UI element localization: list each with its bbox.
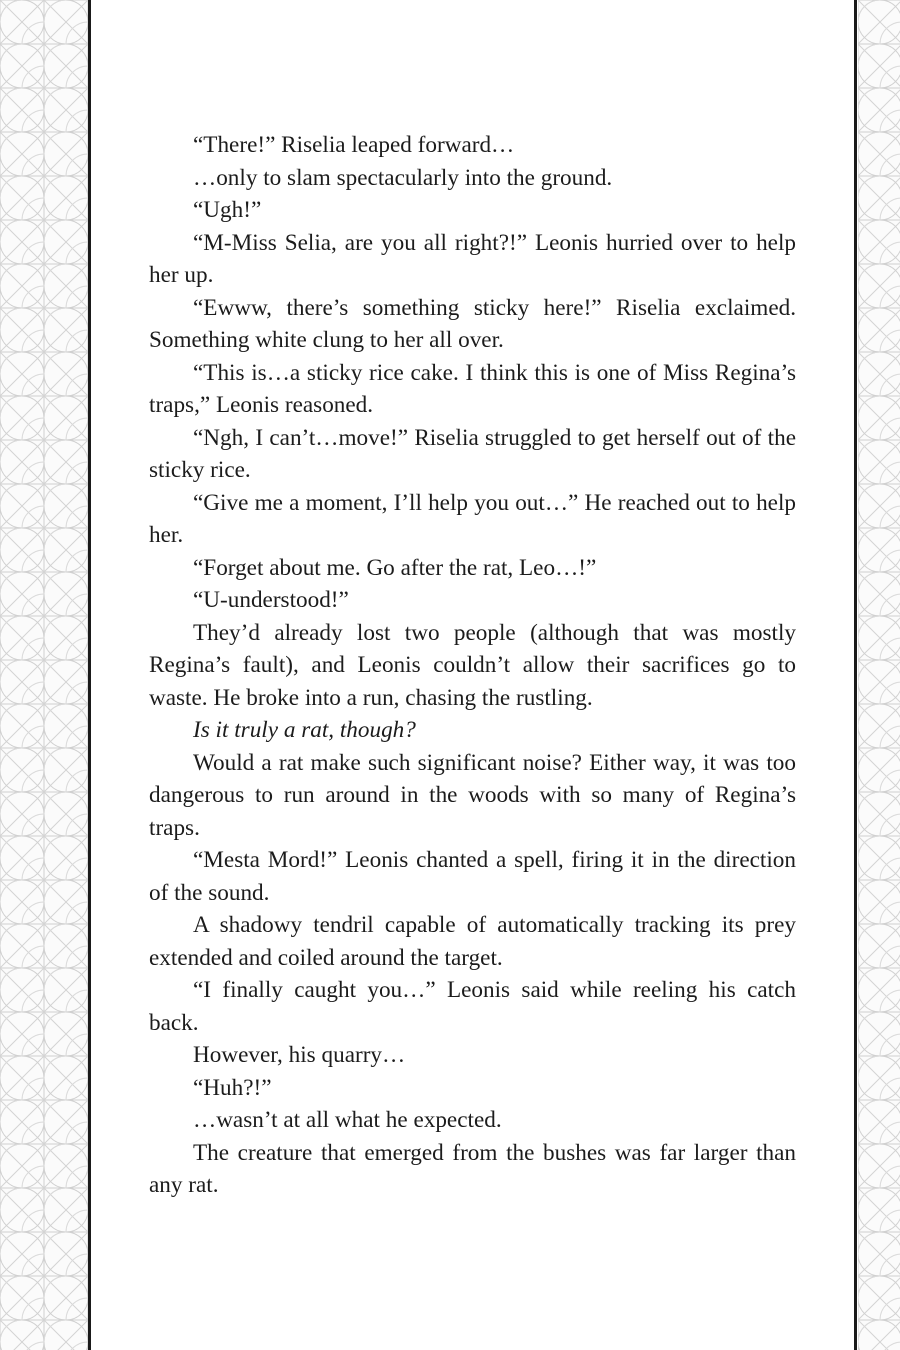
paragraph: …wasn’t at all what he expected.: [193, 1107, 502, 1133]
paragraph: “Ugh!”: [193, 197, 262, 223]
book-page: [91, 0, 854, 1350]
paragraph: “M-Miss Selia, are you all right?!” Leonis hurried over to help her up.: [149, 229, 796, 288]
right-frame-line: [854, 0, 857, 1350]
paragraph: They’d already lost two people (although that was mostly Regina’s fault), and Leonis couldn’t allow their sacrifices go to waste. He broke into a run, chasing the rustling.: [149, 619, 796, 711]
italic-thought-paragraph: Is it truly a rat, though?: [193, 717, 416, 743]
paragraph: “Mesta Mord!” Leonis chanted a spell, firing it in the direction of the sound.: [149, 847, 796, 906]
paragraph: “Give me a moment, I’ll help you out…” He reached out to help her.: [149, 489, 796, 548]
paragraph: “There!” Riselia leaped forward…: [193, 132, 515, 158]
paragraph: “This is…a sticky rice cake. I think this is one of Miss Regina’s traps,” Leonis reasoned.: [149, 359, 796, 418]
paragraph: “Ewww, there’s something sticky here!” Riselia exclaimed. Something white clung to her all over.: [149, 294, 796, 353]
paragraph: “U-understood!”: [193, 587, 349, 613]
paragraph: “I finally caught you…” Leonis said while reeling his catch back.: [149, 977, 796, 1036]
paragraph: Would a rat make such significant noise? Either way, it was too dangerous to run around in the woods with so many of Regina’s traps.: [149, 749, 796, 841]
right-decorative-border: [858, 0, 900, 1350]
text-column: [149, 129, 796, 1202]
paragraph: However, his quarry…: [193, 1042, 406, 1068]
paragraph: …only to slam spectacularly into the ground.: [193, 164, 613, 191]
paragraph: “Huh?!”: [193, 1074, 272, 1101]
paragraph: “Ngh, I can’t…move!” Riselia struggled to get herself out of the sticky rice.: [149, 424, 796, 483]
paragraph: The creature that emerged from the bushes was far larger than any rat.: [149, 1139, 796, 1198]
paragraph: A shadowy tendril capable of automatically tracking its prey extended and coiled around the target.: [149, 912, 796, 971]
geometric-pattern-right: [858, 0, 900, 1350]
left-decorative-border: [0, 0, 89, 1350]
geometric-pattern-left: [0, 0, 89, 1350]
paragraph: “Forget about me. Go after the rat, Leo…!”: [193, 554, 597, 581]
